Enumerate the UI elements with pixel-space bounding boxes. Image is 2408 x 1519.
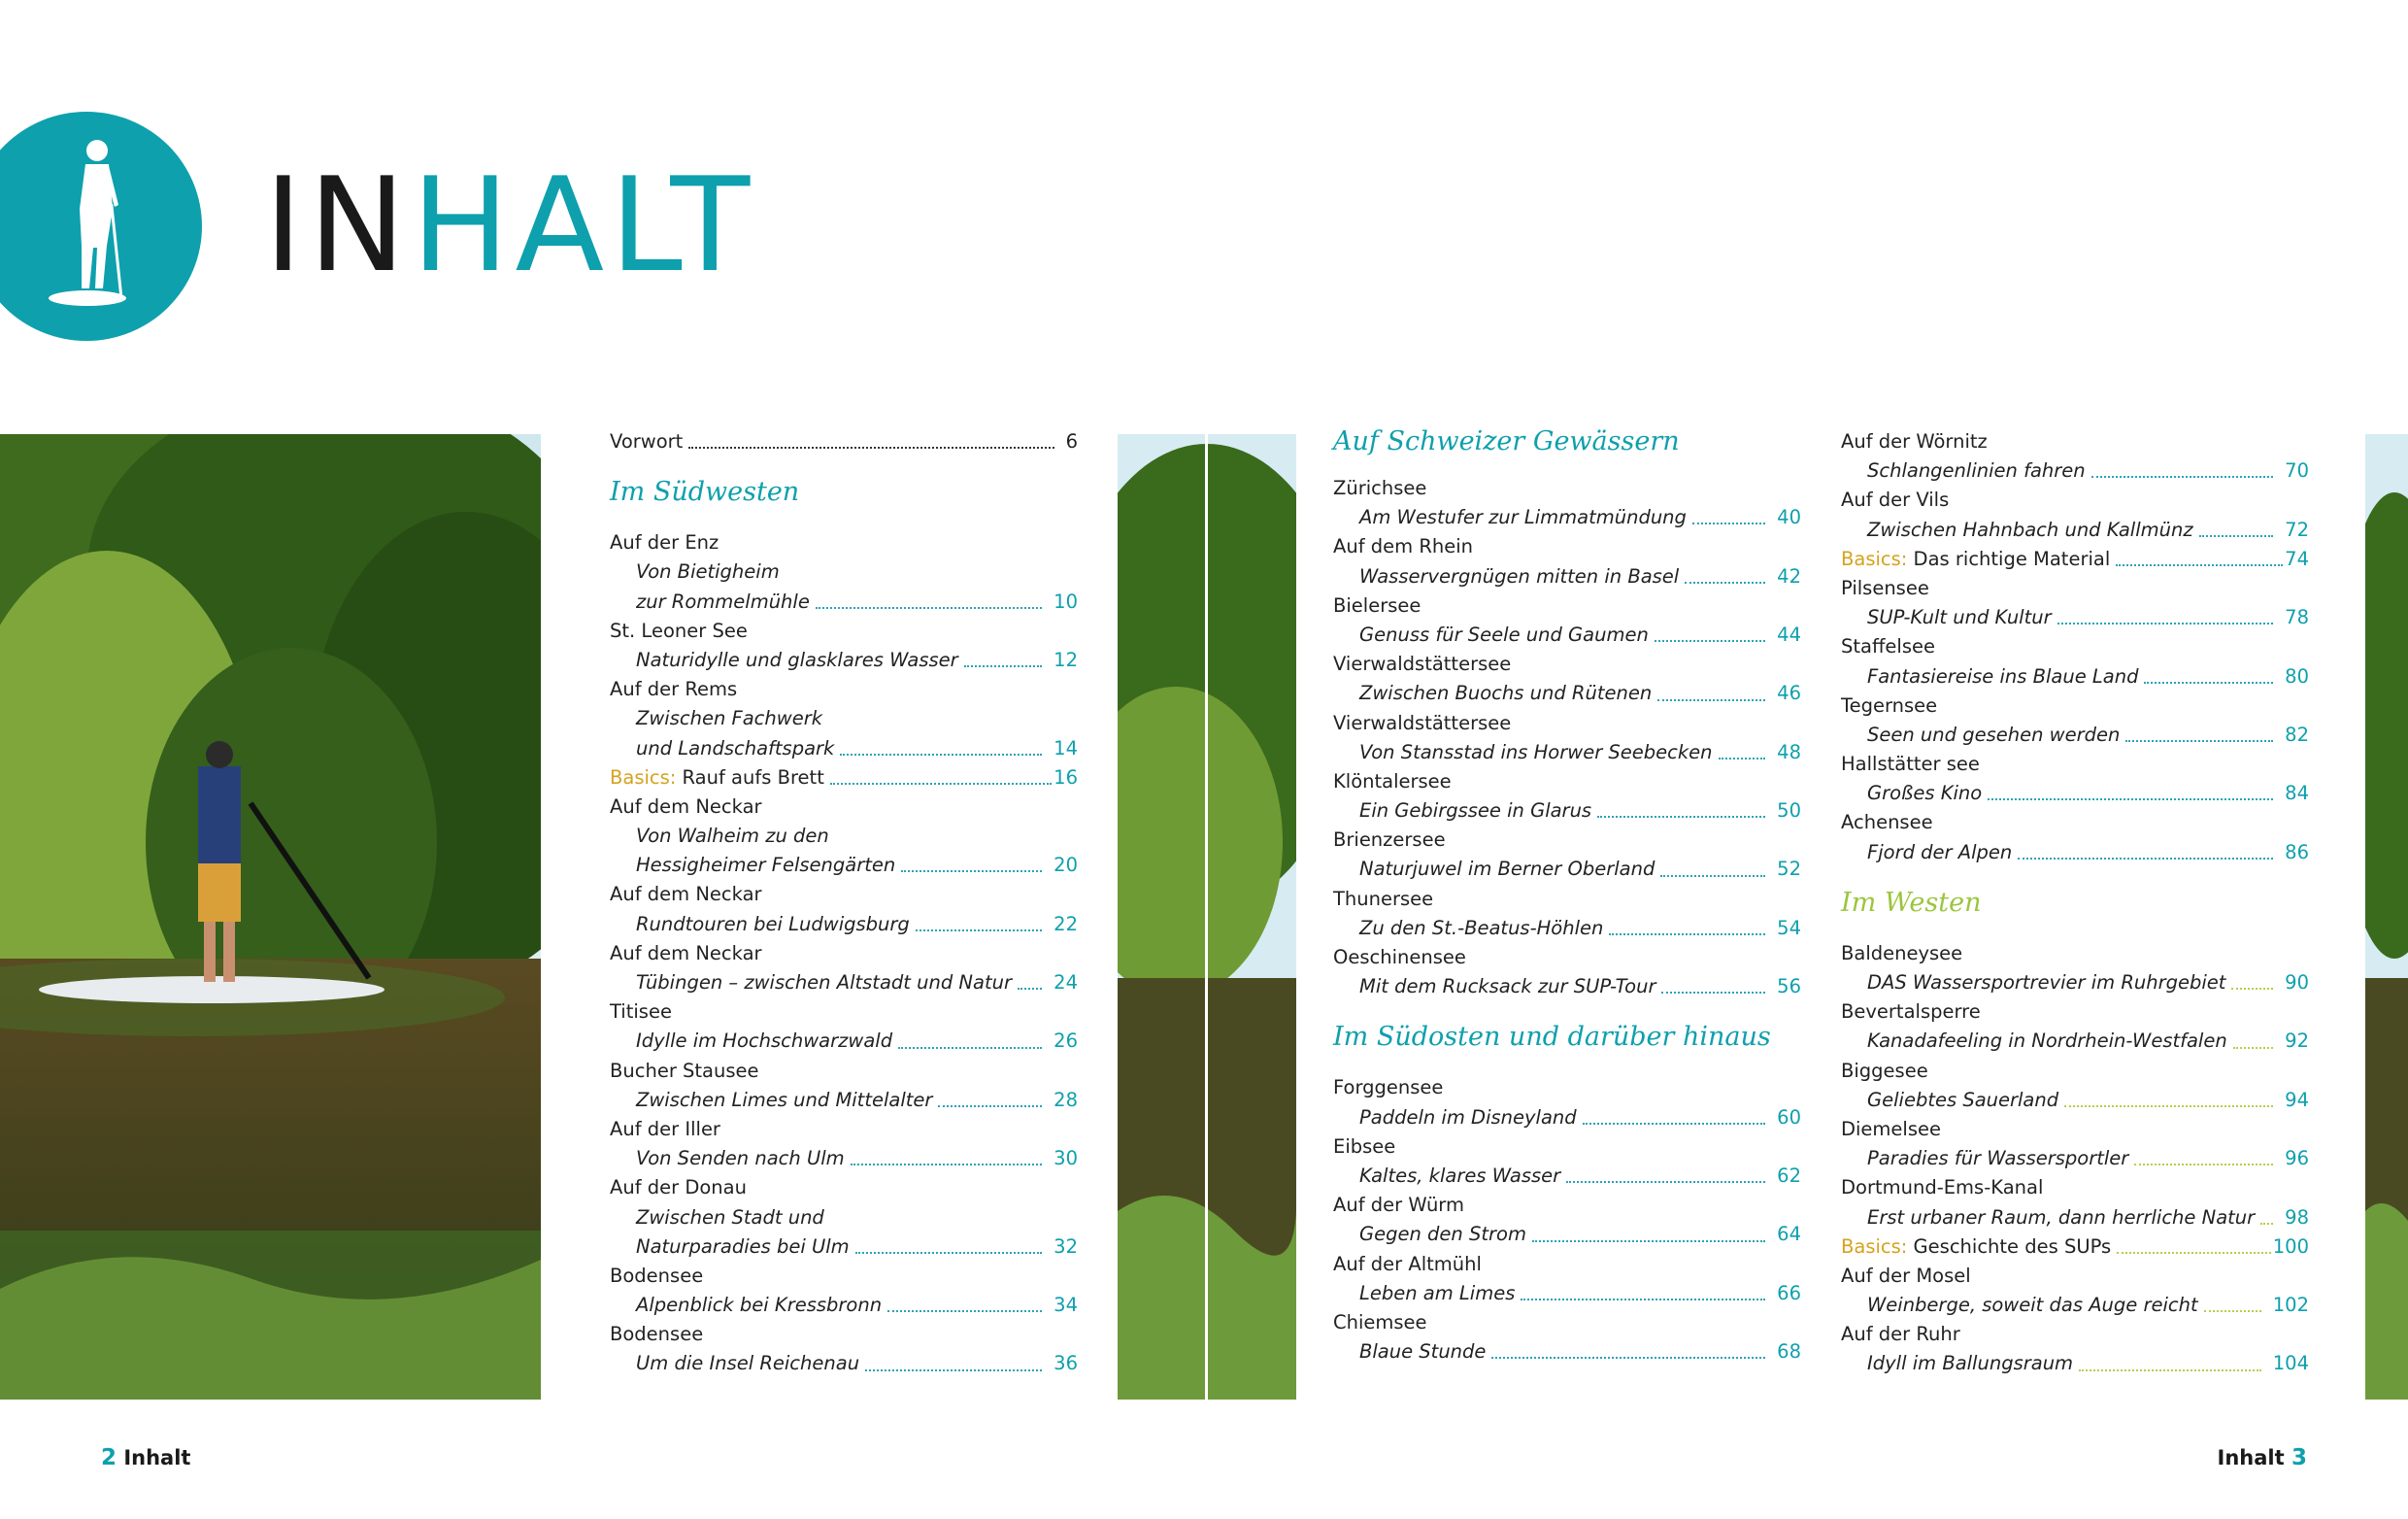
toc-title: Ein Gebirgssee in Glarus <box>1359 799 1592 823</box>
toc-title: Bielersee <box>1333 593 1421 617</box>
toc-title: Bodensee <box>610 1264 704 1287</box>
toc-title: Um die Insel Reichenau <box>636 1352 860 1375</box>
toc-title: Fjord der Alpen <box>1867 840 2013 863</box>
toc-title: Idyll im Ballungsraum <box>1867 1352 2074 1375</box>
page-number: 26 <box>1054 1030 1078 1053</box>
toc-title: Kaltes, klares Wasser <box>1359 1164 1561 1187</box>
toc-location[interactable] <box>1333 1073 1801 1102</box>
dot-leader <box>1988 798 2273 800</box>
page-number: 74 <box>2285 547 2309 570</box>
toc-title: Von Bietigheim <box>636 560 780 584</box>
dot-leader <box>2125 740 2273 742</box>
page-number: 80 <box>2285 664 2309 688</box>
toc-column-3 <box>1841 427 2309 1379</box>
dot-leader <box>1597 816 1765 818</box>
section-heading: Im Südwesten <box>610 477 800 508</box>
toc-title: Auf dem Neckar <box>610 941 762 964</box>
toc-entry[interactable] <box>1333 1162 1801 1191</box>
toc-title: Gegen den Strom <box>1359 1223 1526 1246</box>
page-number: 72 <box>2285 518 2309 541</box>
dot-leader <box>938 1105 1042 1107</box>
toc-title: Auf der Altmühl <box>1333 1252 1482 1275</box>
paddleboarder-icon <box>0 112 202 341</box>
page-number: 54 <box>1777 916 1801 939</box>
basics-label: Basics: <box>1841 1234 1908 1258</box>
dot-leader <box>2144 682 2273 684</box>
toc-entry[interactable] <box>1333 503 1801 532</box>
toc-title: Eibsee <box>1333 1134 1396 1158</box>
toc-title: Zürichsee <box>1333 477 1427 499</box>
dot-leader <box>816 607 1042 609</box>
toc-title: Pilsensee <box>1841 576 1929 599</box>
page-number: 52 <box>1777 858 1801 881</box>
toc-title: Vierwaldstättersee <box>1333 653 1512 676</box>
toc-location[interactable] <box>610 528 1078 557</box>
toc-entry[interactable] <box>1841 968 2309 997</box>
page-number: 10 <box>1054 590 1078 613</box>
dot-leader <box>830 783 1052 785</box>
toc-title: Geschichte des SUPs <box>1907 1234 2112 1258</box>
photo-paddler <box>0 434 541 1400</box>
toc-title: Biggesee <box>1841 1059 1928 1082</box>
toc-title: Von Walheim zu den <box>636 825 829 848</box>
dot-leader <box>840 754 1042 756</box>
toc-title: Von Stansstad ins Horwer Seebecken <box>1359 740 1713 763</box>
page-title <box>264 150 756 301</box>
toc-location[interactable] <box>1333 591 1801 621</box>
toc-location[interactable] <box>1333 943 1801 972</box>
toc-entry[interactable] <box>1841 603 2309 632</box>
page-number: 102 <box>2272 1294 2309 1317</box>
toc-title: Baldeneysee <box>1841 941 1963 964</box>
dot-leader <box>1521 1299 1765 1300</box>
page-number: 32 <box>1054 1234 1078 1258</box>
toc-location[interactable] <box>610 822 1078 851</box>
toc-title: Hallstätter see <box>1841 753 1980 776</box>
toc-location[interactable] <box>1333 826 1801 855</box>
toc-entry[interactable] <box>610 910 1078 939</box>
toc-location[interactable] <box>1841 939 2309 968</box>
page-number: 56 <box>1777 975 1801 998</box>
dot-leader <box>964 665 1043 667</box>
page-number: 50 <box>1777 799 1801 823</box>
toc-title: Zwischen Stadt und <box>636 1205 824 1229</box>
dot-leader <box>2091 476 2274 478</box>
dot-leader <box>865 1369 1042 1371</box>
dot-leader <box>1491 1357 1765 1359</box>
toc-column-1 <box>610 427 1078 1379</box>
page-number: 64 <box>1777 1223 1801 1246</box>
toc-title: Paddeln im Disneyland <box>1359 1105 1577 1129</box>
toc-title: SUP-Kult und Kultur <box>1867 606 2052 629</box>
toc-title: Naturidylle und glasklares Wasser <box>636 648 958 671</box>
toc-entry[interactable] <box>1841 545 2309 574</box>
toc-location[interactable] <box>610 939 1078 968</box>
toc-title: Weinberge, soweit das Auge reicht <box>1867 1294 2198 1317</box>
toc-column-2 <box>1333 427 1801 1367</box>
page-number: 34 <box>1054 1294 1078 1317</box>
toc-location[interactable] <box>610 880 1078 909</box>
dot-leader <box>2117 1252 2271 1254</box>
page-number: 100 <box>2272 1234 2309 1258</box>
toc-title: Vierwaldstättersee <box>1333 711 1512 734</box>
section-heading: Im Südosten und darüber hinaus <box>1333 1022 1771 1053</box>
toc-title: Dortmund-Ems-Kanal <box>1841 1176 2044 1199</box>
dot-leader <box>2199 535 2274 537</box>
toc-title: Zwischen Fachwerk <box>636 707 823 730</box>
toc-location[interactable] <box>1333 1250 1801 1279</box>
toc-location[interactable] <box>1841 1057 2309 1086</box>
section-heading: Im Westen <box>1841 887 1982 918</box>
toc-location[interactable] <box>1841 808 2309 837</box>
toc-title: Idylle im Hochschwarzwald <box>636 1030 893 1053</box>
toc-title: Thunersee <box>1333 887 1434 910</box>
footer-left <box>101 1445 190 1470</box>
toc-title: Auf der Ruhr <box>1841 1323 1960 1346</box>
dot-leader <box>1657 699 1765 701</box>
toc-location[interactable] <box>610 617 1078 646</box>
toc-location[interactable] <box>610 1203 1078 1232</box>
dot-leader <box>851 1164 1043 1165</box>
toc-title: Oeschinensee <box>1333 946 1466 968</box>
page-number: 22 <box>1054 912 1078 935</box>
toc-location[interactable] <box>1841 1320 2309 1349</box>
toc-location[interactable] <box>1333 1191 1801 1220</box>
toc-location[interactable] <box>1841 486 2309 515</box>
toc-title: Klöntalersee <box>1333 769 1452 793</box>
toc-entry[interactable] <box>1841 1349 2309 1378</box>
toc-title: Staffelsee <box>1841 635 1935 658</box>
toc-location[interactable] <box>610 1262 1078 1291</box>
toc-title: Bevertalsperre <box>1841 1000 1981 1024</box>
page-number: 68 <box>1777 1340 1801 1364</box>
page-number: 6 <box>1065 430 1078 453</box>
toc-entry[interactable] <box>1841 516 2309 545</box>
toc-title: Auf der Enz <box>610 531 719 555</box>
toc-title: Auf der Rems <box>610 678 738 701</box>
page-number: 14 <box>1054 736 1078 760</box>
page-number: 86 <box>2285 840 2309 863</box>
page-number: 40 <box>1777 506 1801 529</box>
toc-location[interactable] <box>610 997 1078 1027</box>
toc-location[interactable] <box>1333 532 1801 561</box>
dot-leader <box>1661 992 1765 994</box>
dot-leader <box>2018 858 2273 860</box>
toc-title: zur Rommelmühle <box>636 590 810 613</box>
photo-strip-middle <box>1118 434 1296 1400</box>
toc-title: Vorwort <box>610 430 684 453</box>
dot-leader <box>898 1047 1042 1049</box>
footer-label-right: Inhalt <box>2217 1446 2285 1469</box>
toc-title: DAS Wassersportrevier im Ruhrgebiet <box>1867 971 2226 994</box>
dot-leader <box>855 1252 1042 1254</box>
page-number: 48 <box>1777 740 1801 763</box>
toc-title: Seen und gesehen werden <box>1867 723 2121 746</box>
page-number-left: 2 <box>101 1445 117 1470</box>
toc-entry[interactable] <box>610 1027 1078 1056</box>
toc-location[interactable] <box>1841 427 2309 456</box>
toc-title: Hessigheimer Felsengärten <box>636 854 896 877</box>
page-number: 104 <box>2272 1352 2309 1375</box>
toc-entry[interactable] <box>1333 621 1801 650</box>
toc-title: Auf der Vils <box>1841 489 1950 512</box>
toc-entry[interactable] <box>610 1291 1078 1320</box>
toc-title: Bucher Stausee <box>610 1059 759 1082</box>
toc-title: Naturjuwel im Berner Oberland <box>1359 858 1656 881</box>
toc-entry[interactable] <box>1333 1337 1801 1367</box>
dot-leader <box>2260 1223 2273 1225</box>
page-number: 44 <box>1777 623 1801 646</box>
dot-leader <box>901 870 1042 872</box>
dot-leader <box>1692 523 1765 524</box>
toc-title: und Landschaftspark <box>636 736 835 760</box>
page-number: 92 <box>2285 1030 2309 1053</box>
dot-leader <box>1719 758 1766 760</box>
toc-location[interactable] <box>1841 1173 2309 1202</box>
page-number-right: 3 <box>2291 1445 2307 1470</box>
toc-location[interactable] <box>1333 1132 1801 1162</box>
page-number: 94 <box>2285 1088 2309 1111</box>
toc-title: Tübingen – zwischen Altstadt und Natur <box>636 971 1012 994</box>
dot-leader <box>2116 564 2283 566</box>
toc-location[interactable] <box>610 675 1078 704</box>
toc-title: Naturparadies bei Ulm <box>636 1234 850 1258</box>
toc-entry[interactable] <box>1841 1232 2309 1262</box>
toc-title: Auf dem Rhein <box>1333 535 1474 558</box>
dot-leader <box>1685 582 1765 584</box>
toc-title: Auf der Donau <box>610 1176 747 1199</box>
dot-leader <box>2079 1369 2261 1371</box>
page-number: 62 <box>1777 1164 1801 1187</box>
toc-title: Am Westufer zur Limmatmündung <box>1359 506 1687 529</box>
title-part-2: HALT <box>411 150 756 301</box>
toc-entry[interactable] <box>610 763 1078 793</box>
dot-leader <box>1018 988 1042 990</box>
toc-entry[interactable] <box>1841 779 2309 808</box>
title-part-1: IN <box>264 150 412 301</box>
dot-leader <box>1609 933 1765 935</box>
dot-leader <box>1583 1123 1766 1125</box>
toc-title: Wasservergnügen mitten in Basel <box>1359 564 1680 588</box>
dot-leader <box>2204 1310 2261 1312</box>
dot-leader <box>688 447 1054 449</box>
toc-entry[interactable] <box>1841 662 2309 692</box>
toc-entry[interactable] <box>1333 972 1801 1001</box>
toc-entry[interactable] <box>1841 1144 2309 1173</box>
page-number: 28 <box>1054 1088 1078 1111</box>
toc-entry[interactable] <box>610 1086 1078 1115</box>
toc-title: Mit dem Rucksack zur SUP-Tour <box>1359 975 1656 998</box>
toc-entry[interactable] <box>1333 1220 1801 1249</box>
toc-entry[interactable] <box>1841 838 2309 867</box>
toc-title: Auf der Iller <box>610 1117 720 1140</box>
dot-leader <box>2064 1105 2273 1107</box>
page-number: 16 <box>1054 765 1078 789</box>
toc-location[interactable] <box>1333 709 1801 738</box>
toc-title: Zu den St.-Beatus-Höhlen <box>1359 916 1604 939</box>
toc-title: Zwischen Limes und Mittelalter <box>636 1088 933 1111</box>
toc-location[interactable] <box>1333 767 1801 796</box>
toc-title: St. Leoner See <box>610 619 748 642</box>
toc-title: Auf der Würm <box>1333 1194 1464 1217</box>
toc-entry[interactable] <box>610 734 1078 763</box>
toc-entry[interactable] <box>610 968 1078 997</box>
toc-entry[interactable] <box>1841 1291 2309 1320</box>
dot-leader <box>2233 1047 2273 1049</box>
dot-leader <box>2134 1164 2273 1165</box>
basics-label: Basics: <box>1841 547 1908 570</box>
toc-location[interactable] <box>1333 650 1801 679</box>
toc-entry[interactable] <box>1333 914 1801 943</box>
dot-leader <box>916 929 1042 931</box>
page-number: 46 <box>1777 682 1801 705</box>
toc-title: Chiemsee <box>1333 1310 1427 1333</box>
toc-entry[interactable] <box>610 1144 1078 1173</box>
toc-title: Schlangenlinien fahren <box>1867 459 2086 483</box>
dot-leader <box>2231 988 2273 990</box>
toc-location[interactable] <box>1333 885 1801 914</box>
toc-title: Großes Kino <box>1867 782 1983 805</box>
toc-entry[interactable] <box>1333 855 1801 884</box>
footer-label-left: Inhalt <box>123 1446 191 1469</box>
page-number: 78 <box>2285 606 2309 629</box>
toc-location[interactable] <box>1841 574 2309 603</box>
toc-entry[interactable] <box>1333 679 1801 708</box>
toc-entry[interactable] <box>1333 796 1801 826</box>
toc-title: Diemelsee <box>1841 1117 1941 1140</box>
toc-location[interactable] <box>610 557 1078 587</box>
page-number: 24 <box>1054 971 1078 994</box>
toc-title: Brienzersee <box>1333 828 1446 852</box>
toc-location[interactable] <box>1841 692 2309 721</box>
toc-title: Blaue Stunde <box>1359 1340 1487 1364</box>
photo-strip-right <box>2365 434 2408 1400</box>
page-number: 90 <box>2285 971 2309 994</box>
toc-title: Auf dem Neckar <box>610 883 762 906</box>
toc-entry[interactable] <box>610 851 1078 880</box>
page-number: 70 <box>2285 459 2309 483</box>
toc-location[interactable] <box>610 793 1078 822</box>
toc-entry[interactable] <box>1841 1027 2309 1056</box>
toc-entry[interactable] <box>1841 721 2309 750</box>
dot-leader <box>1655 640 1765 642</box>
toc-entry[interactable] <box>1841 1086 2309 1115</box>
page-number: 30 <box>1054 1147 1078 1170</box>
toc-title: Zwischen Buochs und Rütenen <box>1359 682 1653 705</box>
page-number: 42 <box>1777 564 1801 588</box>
basics-label: Basics: <box>610 765 677 789</box>
toc-title: Erst urbaner Raum, dann herrliche Natur <box>1867 1205 2256 1229</box>
toc-entry[interactable] <box>610 1232 1078 1262</box>
footer-right <box>2218 1445 2307 1470</box>
toc-entry[interactable] <box>1333 562 1801 591</box>
page-number: 98 <box>2285 1205 2309 1229</box>
toc-title: Zwischen Hahnbach und Kallmünz <box>1867 518 2193 541</box>
toc-title: Leben am Limes <box>1359 1281 1516 1304</box>
toc-title: Das richtige Material <box>1907 547 2111 570</box>
toc-title: Forggensee <box>1333 1076 1444 1099</box>
toc-location[interactable] <box>610 1173 1078 1202</box>
toc-title: Tegernsee <box>1841 693 1938 717</box>
toc-location[interactable] <box>1333 474 1801 503</box>
dot-leader <box>1532 1240 1765 1242</box>
toc-location[interactable] <box>1333 1308 1801 1337</box>
toc-entry[interactable] <box>1841 1203 2309 1232</box>
dot-leader <box>2057 623 2274 624</box>
toc-title: Auf dem Neckar <box>610 794 762 818</box>
toc-title: Geliebtes Sauerland <box>1867 1088 2059 1111</box>
toc-location[interactable] <box>610 704 1078 733</box>
toc-title: Alpenblick bei Kressbronn <box>636 1294 883 1317</box>
toc-location[interactable] <box>1841 750 2309 779</box>
page-number: 12 <box>1054 648 1078 671</box>
toc-location[interactable] <box>610 1320 1078 1349</box>
toc-title: Bodensee <box>610 1323 704 1346</box>
toc-location[interactable] <box>1841 1115 2309 1144</box>
page-number: 20 <box>1054 854 1078 877</box>
toc-title: Rauf aufs Brett <box>676 765 824 789</box>
section-heading: Auf Schweizer Gewässern <box>1333 426 1680 456</box>
dot-leader <box>1660 875 1765 877</box>
toc-title: Paradies für Wassersportler <box>1867 1147 2129 1170</box>
toc-location[interactable] <box>1841 997 2309 1027</box>
toc-title: Kanadafeeling in Nordrhein-Westfalen <box>1867 1030 2227 1053</box>
toc-title: Fantasiereise ins Blaue Land <box>1867 664 2139 688</box>
toc-title: Achensee <box>1841 811 1933 834</box>
toc-title: Titisee <box>610 1000 672 1024</box>
toc-title: Auf der Mosel <box>1841 1264 1971 1287</box>
toc-location[interactable] <box>610 1115 1078 1144</box>
toc-entry[interactable] <box>1333 738 1801 767</box>
toc-entry[interactable] <box>610 588 1078 617</box>
dot-leader <box>1566 1181 1765 1183</box>
page-number: 96 <box>2285 1147 2309 1170</box>
page-number: 66 <box>1777 1281 1801 1304</box>
toc-entry[interactable] <box>610 646 1078 675</box>
toc-entry[interactable] <box>610 1349 1078 1378</box>
toc-location[interactable] <box>610 1057 1078 1086</box>
toc-title: Auf der Wörnitz <box>1841 430 1988 453</box>
toc-title: Von Senden nach Ulm <box>636 1147 845 1170</box>
toc-entry[interactable] <box>610 427 1078 456</box>
toc-location[interactable] <box>1841 1262 2309 1291</box>
toc-entry[interactable] <box>1333 1279 1801 1308</box>
toc-entry[interactable] <box>1841 456 2309 486</box>
toc-entry[interactable] <box>1333 1103 1801 1132</box>
page-number: 36 <box>1054 1352 1078 1375</box>
page-number: 84 <box>2285 782 2309 805</box>
page-number: 82 <box>2285 723 2309 746</box>
toc-title: Genuss für Seele und Gaumen <box>1359 623 1649 646</box>
toc-location[interactable] <box>1841 632 2309 661</box>
dot-leader <box>887 1310 1042 1312</box>
page-number: 60 <box>1777 1105 1801 1129</box>
logo-circle <box>0 112 202 341</box>
toc-title: Rundtouren bei Ludwigsburg <box>636 912 910 935</box>
